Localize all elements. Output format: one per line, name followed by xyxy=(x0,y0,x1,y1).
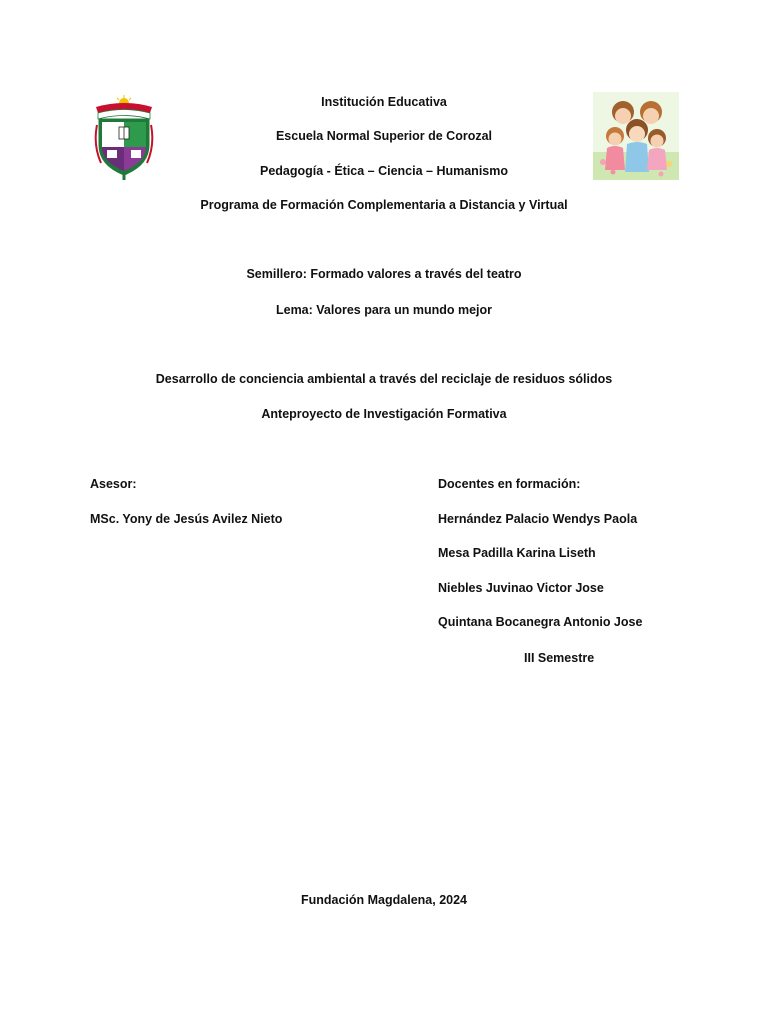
advisor-name: MSc. Yony de Jesús Avilez Nieto xyxy=(90,512,283,526)
lema-line: Lema: Valores para un mundo mejor xyxy=(275,303,493,317)
trainee-name: Mesa Padilla Karina Liseth xyxy=(438,546,596,560)
program-name: Programa de Formación Complementaria a Distancia y Virtual xyxy=(200,198,568,212)
project-subtitle: Anteproyecto de Investigación Formativa xyxy=(261,407,507,421)
trainee-name: Hernández Palacio Wendys Paola xyxy=(438,512,638,526)
trainee-name: Quintana Bocanegra Antonio Jose xyxy=(438,615,643,629)
footer-place-year: Fundación Magdalena, 2024 xyxy=(300,893,467,907)
trainee-name: Niebles Juvinao Victor Jose xyxy=(438,581,604,595)
semillero-line: Semillero: Formado valores a través del teatro xyxy=(246,267,522,281)
school-name: Escuela Normal Superior de Corozal xyxy=(275,129,493,143)
semester-label: III Semestre xyxy=(524,651,595,665)
advisor-label: Asesor: xyxy=(90,477,137,491)
trainees-label: Docentes en formación: xyxy=(438,477,581,491)
project-title: Desarrollo de conciencia ambiental a través del reciclaje de residuos sólidos xyxy=(155,372,613,386)
institution-line: Institución Educativa xyxy=(321,95,447,109)
school-motto: Pedagogía - Ética – Ciencia – Humanismo xyxy=(260,164,508,178)
